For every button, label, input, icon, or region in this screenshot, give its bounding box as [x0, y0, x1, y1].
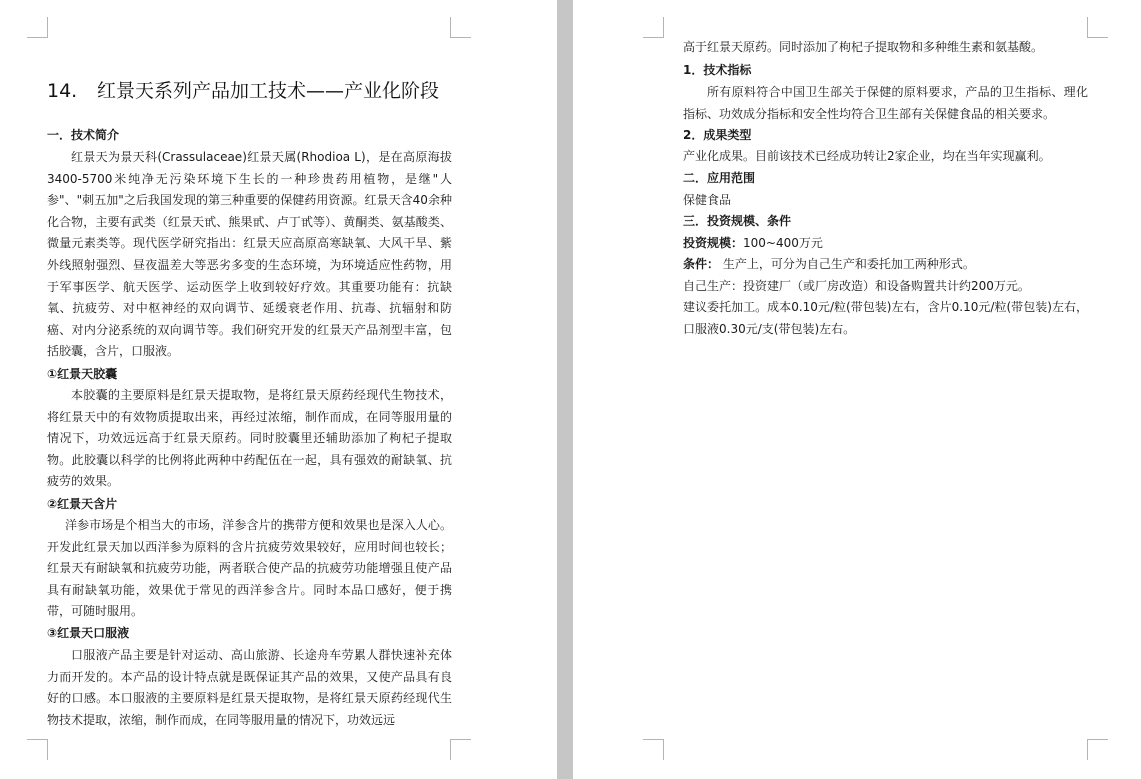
- crop-mark-top-left: [643, 17, 664, 38]
- crop-mark-bottom-right: [450, 739, 471, 760]
- investment-scale-label: 投资规模：: [683, 236, 744, 250]
- product-heading-oral-liquid: ③红景天口服液: [47, 626, 130, 640]
- document-page-left: [0, 0, 557, 779]
- self-production-line: 自己生产：投资建厂（或厂房改造）和设备购置共计约200万元。: [683, 279, 1030, 293]
- heading-result-type: 2．成果类型: [683, 128, 752, 142]
- continued-line: 高于红景天原药。同时添加了枸杞子提取物和多种维生素和氨基酸。: [683, 40, 1044, 54]
- document-page-right: [573, 0, 1141, 779]
- crop-mark-top-right: [1087, 17, 1108, 38]
- entrusted-processing-paragraph: 建议委托加工。成本0.10元/粒(带包装)左右，含片0.10元/粒(带包装)左右，口服液0.30元/支(带包装)左右。: [683, 300, 1088, 336]
- condition-line: [683, 254, 975, 276]
- lozenge-paragraph: 洋参市场是个相当大的市场，洋参含片的携带方便和效果也是深入人心。开发此红景天加以西洋参为原料的含片抗疲劳效果较好，应用时间也较长；红景天有耐缺氧和抗疲劳功能，两者联合使产品的抗疲劳功能增强且使产品具有耐缺氧功能，效果优于常见的西洋参含片。同时本品口感好，便于携带，可随时服用。: [47, 518, 452, 619]
- investment-scale-line: [683, 233, 823, 255]
- heading-application-scope: 二．应用范围: [683, 171, 756, 185]
- chapter-title-text: 红景天系列产品加工技术——产业化阶段: [97, 80, 440, 102]
- chapter-number: 14.: [47, 80, 78, 102]
- crop-mark-bottom-right: [1087, 739, 1108, 760]
- crop-mark-bottom-left: [643, 739, 664, 760]
- page-gutter: [557, 0, 573, 779]
- capsule-paragraph: 本胶囊的主要原料是红景天提取物，是将红景天原药经现代生物技术，将红景天中的有效物质提取出来，再经过浓缩，制作而成，在同等服用量的情况下，功效远远高于红景天原药。同时胶囊里还辅助添加了枸杞子提取物。此胶囊以科学的比例将此两种中药配伍在一起，具有强效的耐缺氧、抗疲劳的效果。: [47, 388, 452, 489]
- crop-mark-top-left: [27, 17, 48, 38]
- product-heading-capsule: ①红景天胶囊: [47, 367, 118, 381]
- condition-value: 生产上，可分为自己生产和委托加工两种形式。: [722, 257, 975, 271]
- tech-intro-paragraph: 红景天为景天科(Crassulaceae)红景天属(Rhodioa L)，是在高原海拔3400-5700米纯净无污染环境下生长的一种珍贵药用植物，是继"人参"、"刺五加"之后我国发现的第三种重要的保健药用资源。红景天含40余种化合物，主要有武类（红景天甙、熊果甙、卢丁甙等）、黄酮类、氨基酸类、微量元素类等。现代医学研究指出：红景天应高原高寒缺氧、大风干旱、紫外线照射强烈、昼夜温差大等恶劣多变的生态环境，为环境适应性药物，用于军事医学、航天医学、运动医学上收到较好疗效。其重要功能有：抗缺氧、抗疲劳、对中枢神经的双向调节、延缓衰老作用、抗毒、抗辐射和防癌、对内分泌系统的双向调节等。我们研究开发的红景天产品剂型丰富，包括胶囊，含片，口服液。: [47, 150, 452, 359]
- tech-index-paragraph: 所有原料符合中国卫生部关于保健的原料要求，产品的卫生指标、理化指标、功效成分指标和安全性均符合卫生部有关保健食品的相关要求。: [683, 85, 1088, 121]
- result-type-text: 产业化成果。目前该技术已经成功转让2家企业，均在当年实现赢利。: [683, 149, 1051, 163]
- crop-mark-bottom-left: [27, 739, 48, 760]
- heading-investment: 三．投资规模、条件: [683, 214, 792, 228]
- condition-label: 条件：: [683, 257, 720, 271]
- application-scope-text: 保健食品: [683, 193, 732, 207]
- chapter-title: [47, 79, 467, 103]
- investment-scale-value: 100~400万元: [743, 236, 823, 250]
- product-heading-lozenge: ②红景天含片: [47, 497, 118, 511]
- heading-tech-index: 1．技术指标: [683, 63, 752, 77]
- oral-liquid-paragraph: 口服液产品主要是针对运动、高山旅游、长途舟车劳累人群快速补充体力而开发的。本产品的设计特点就是既保证其产品的效果，又使产品具有良好的口感。本口服液的主要原料是红景天提取物，是将红景天原药经现代生物技术提取，浓缩，制作而成，在同等服用量的情况下，功效远远: [47, 648, 452, 727]
- crop-mark-top-right: [450, 17, 471, 38]
- section-heading-tech-intro: 一．技术简介: [47, 128, 120, 142]
